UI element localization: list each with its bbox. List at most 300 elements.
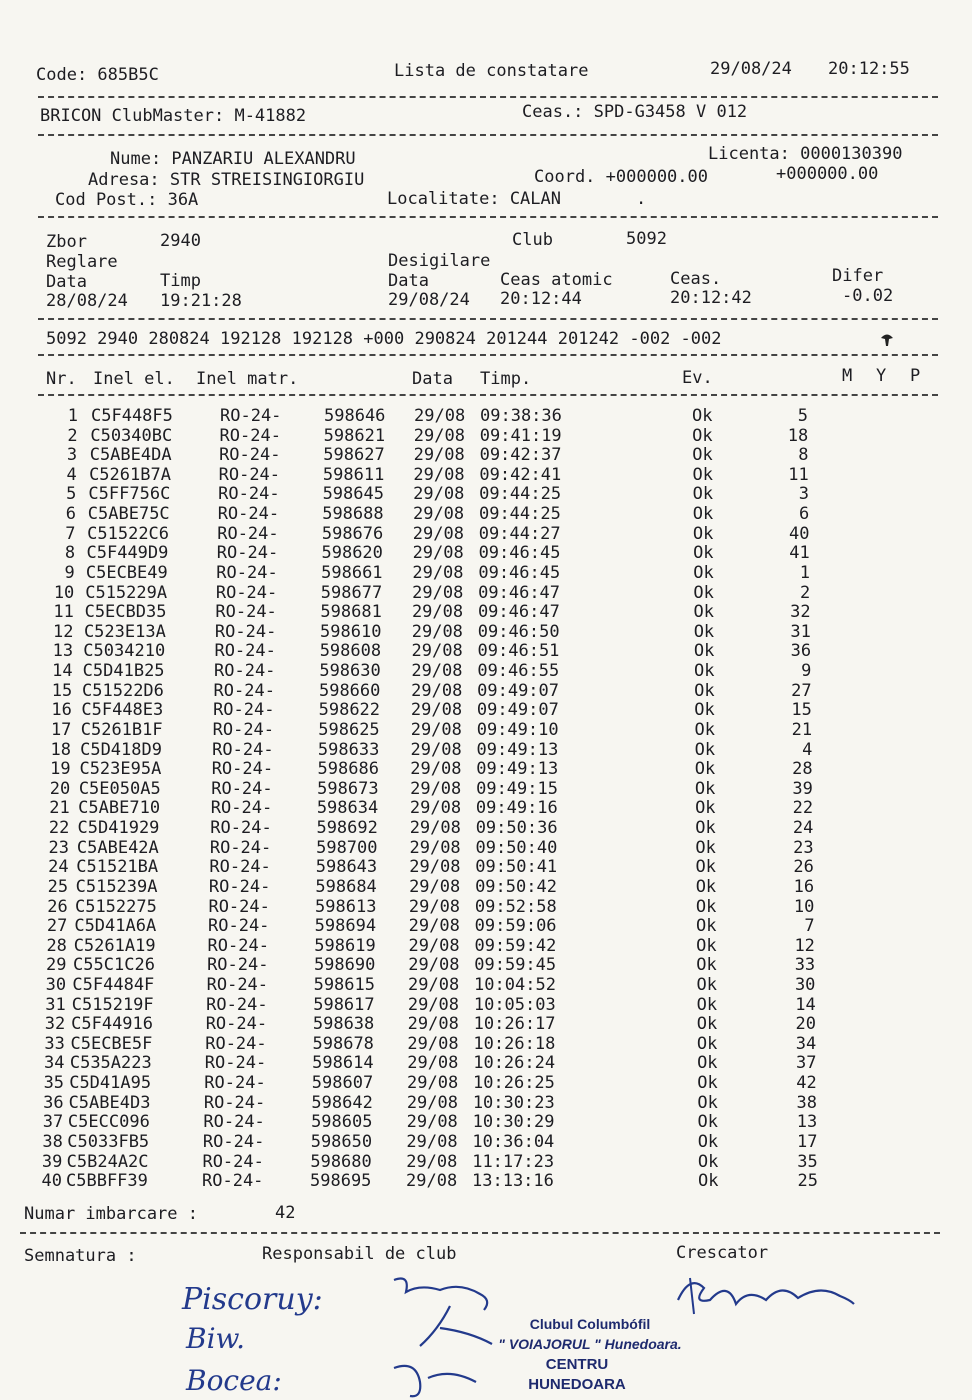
- electronic-ring: C5BBFF39: [66, 1171, 148, 1192]
- ring-prefix: RO-24-: [209, 837, 272, 858]
- table-row: [0, 936, 972, 956]
- row-number: 1: [67, 406, 78, 426]
- electronic-ring: C5D41929: [77, 818, 160, 839]
- arrival-time: 09:49:07: [477, 680, 560, 701]
- rank-value: 17: [797, 1131, 818, 1152]
- table-row: [0, 1034, 972, 1054]
- arrival-date: 29/08: [412, 582, 464, 603]
- event-status: Ok: [695, 798, 716, 819]
- col-m: M: [842, 366, 853, 386]
- table-row: [0, 759, 972, 779]
- rank-value: 34: [795, 1033, 817, 1054]
- event-status: Ok: [693, 582, 714, 603]
- ring-number: 598661: [321, 562, 383, 583]
- table-row: [0, 995, 972, 1015]
- event-status: Ok: [692, 406, 713, 426]
- rank-value: 13: [796, 1112, 818, 1133]
- ring-prefix: RO-24-: [215, 582, 278, 603]
- divider: [38, 394, 938, 396]
- table-row: [0, 798, 972, 818]
- event-status: Ok: [694, 759, 716, 780]
- arrival-date: 29/08: [410, 739, 462, 760]
- arrival-time: 09:50:41: [475, 857, 558, 878]
- table-row: [0, 1073, 972, 1093]
- row-number: 5: [66, 484, 77, 505]
- electronic-ring: C5261B1F: [80, 719, 163, 740]
- table-row: [0, 779, 972, 799]
- divider: [38, 354, 938, 356]
- rank-value: 11: [788, 464, 809, 485]
- electronic-ring: C5F4484F: [72, 974, 155, 995]
- boarding-count: 42: [275, 1203, 296, 1223]
- arrival-date: 29/08: [412, 523, 464, 544]
- arrival-time: 11:17:23: [472, 1151, 555, 1172]
- owner-license: Licenta: 0000130390: [708, 144, 903, 164]
- arrival-time: 09:44:25: [479, 484, 562, 505]
- row-number: 15: [51, 680, 73, 701]
- ring-number: 598617: [313, 994, 375, 1015]
- arrival-time: 09:59:45: [474, 955, 557, 976]
- row-number: 18: [50, 739, 72, 760]
- table-row: [0, 857, 972, 877]
- arrival-date: 29/08: [406, 1171, 458, 1192]
- arrival-date: 29/08: [411, 621, 463, 642]
- rank-value: 25: [797, 1171, 818, 1192]
- arrival-time: 10:36:04: [472, 1131, 555, 1152]
- ring-prefix: RO-24-: [211, 759, 274, 780]
- diff-value: -0.02: [842, 286, 894, 306]
- club-label: Club: [512, 230, 553, 250]
- rank-value: 31: [790, 621, 811, 642]
- arrival-date: 29/08: [411, 641, 463, 662]
- ring-prefix: RO-24-: [213, 700, 275, 721]
- electronic-ring: C5ABE75C: [87, 504, 170, 525]
- arrival-date: 29/08: [408, 916, 460, 937]
- electronic-ring: C5F448E3: [81, 700, 164, 721]
- event-status: Ok: [694, 778, 716, 799]
- electronic-ring: C5E050A5: [78, 778, 161, 799]
- clock-id: Ceas.: SPD-G3458 V 012: [522, 102, 748, 122]
- rank-value: 42: [796, 1073, 817, 1094]
- arrival-time: 09:49:13: [476, 759, 559, 780]
- owner-name: Nume: PANZARIU ALEXANDRU: [110, 149, 356, 169]
- arrival-date: 29/08: [409, 798, 462, 819]
- electronic-ring: C535A223: [69, 1053, 152, 1074]
- arrival-time: 09:50:42: [475, 876, 557, 897]
- ring-number: 598630: [319, 661, 381, 682]
- ring-number: 598684: [315, 876, 377, 897]
- row-number: 21: [49, 798, 70, 819]
- ring-number: 598614: [312, 1053, 374, 1074]
- table-row: [0, 818, 972, 838]
- code-line: 5092 2940 280824 192128 192128 +000 290824 201244 201242 -002 -002: [46, 329, 722, 349]
- arrival-date: 29/08: [411, 680, 463, 701]
- owner-address: Adresa: STR STREISINGIORGIU: [88, 170, 365, 190]
- ring-prefix: RO-24-: [202, 1171, 264, 1192]
- event-status: Ok: [695, 896, 717, 917]
- ring-number: 598608: [319, 641, 382, 662]
- arrival-date: 29/08: [412, 504, 465, 525]
- ring-prefix: RO-24-: [206, 974, 269, 995]
- arrival-time: 09:42:37: [479, 445, 562, 466]
- desigilare-label: Desigilare: [388, 251, 491, 271]
- rank-value: 18: [787, 425, 809, 446]
- ring-number: 598634: [316, 798, 379, 819]
- arrival-date: 29/08: [407, 1033, 459, 1054]
- arrival-time: 09:49:10: [476, 719, 559, 740]
- boarding-count-label: Numar imbarcare :: [24, 1204, 198, 1224]
- ring-prefix: RO-24-: [207, 955, 269, 976]
- ring-prefix: RO-24-: [216, 562, 278, 583]
- row-number: 3: [66, 445, 78, 466]
- row-number: 26: [47, 896, 68, 917]
- electronic-ring: C55C1C26: [73, 955, 155, 976]
- ring-prefix: RO-24-: [205, 1033, 267, 1054]
- arrival-time: 13:13:16: [472, 1171, 554, 1192]
- pin-mark-icon: [878, 330, 896, 350]
- rank-value: 14: [795, 994, 816, 1015]
- arrival-date: 29/08: [408, 955, 460, 976]
- flight-number: 2940: [160, 231, 201, 251]
- table-row: [0, 1171, 972, 1191]
- table-row: [0, 661, 972, 681]
- rank-value: 35: [797, 1151, 818, 1172]
- electronic-ring: C5152275: [74, 896, 157, 917]
- des-date-label: Data: [388, 271, 429, 291]
- rank-value: 6: [799, 504, 810, 525]
- handwritten-name-2: Biw.: [186, 1322, 246, 1355]
- ring-number: 598627: [323, 445, 385, 466]
- ring-prefix: RO-24-: [203, 1112, 265, 1133]
- rank-value: 4: [802, 739, 813, 760]
- arrival-date: 29/08: [410, 759, 462, 780]
- arrival-time: 10:04:52: [474, 974, 556, 995]
- event-status: Ok: [694, 680, 715, 701]
- electronic-ring: C515229A: [85, 582, 168, 603]
- row-number: 22: [48, 818, 70, 839]
- rank-value: 28: [792, 759, 813, 780]
- rank-value: 24: [792, 818, 814, 839]
- rank-value: 3: [798, 484, 810, 505]
- ring-number: 598646: [324, 406, 386, 426]
- ring-number: 598615: [313, 974, 375, 995]
- event-status: Ok: [696, 974, 717, 995]
- ring-prefix: RO-24-: [219, 425, 281, 446]
- row-number: 32: [44, 1014, 66, 1035]
- row-number: 36: [43, 1092, 64, 1113]
- rank-value: 30: [794, 974, 816, 995]
- divider: [38, 216, 938, 218]
- arrival-time: 09:50:36: [475, 818, 558, 839]
- arrival-date: 29/08: [408, 935, 460, 956]
- ring-prefix: RO-24-: [207, 935, 269, 956]
- rank-value: 5: [797, 406, 808, 426]
- table-row: [0, 897, 972, 917]
- arrival-date: 29/08: [407, 1073, 459, 1094]
- arrival-time: 10:26:24: [473, 1053, 556, 1074]
- ring-prefix: RO-24-: [208, 876, 271, 897]
- event-status: Ok: [692, 445, 713, 466]
- row-number: 20: [49, 778, 71, 799]
- clubmaster-id: BRICON ClubMaster: M-41882: [40, 106, 307, 126]
- event-status: Ok: [694, 719, 715, 740]
- rank-value: 27: [791, 680, 812, 701]
- ring-number: 598688: [322, 504, 384, 525]
- row-number: 2: [67, 425, 78, 446]
- table-row: [0, 975, 972, 995]
- ring-number: 598694: [314, 916, 377, 937]
- arrival-date: 29/08: [413, 445, 465, 466]
- ring-number: 598686: [317, 759, 379, 780]
- reg-date: 28/08/24: [46, 291, 128, 311]
- event-status: Ok: [692, 425, 713, 446]
- ring-prefix: RO-24-: [214, 621, 277, 642]
- ring-number: 598633: [317, 739, 380, 760]
- arrival-date: 29/08: [410, 778, 462, 799]
- electronic-ring: C5B24A2C: [66, 1151, 149, 1172]
- arrival-time: 09:59:06: [474, 916, 557, 937]
- rank-value: 40: [789, 523, 810, 544]
- event-status: Ok: [697, 1092, 718, 1113]
- table-row: [0, 465, 972, 485]
- arrival-date: 29/08: [413, 484, 465, 505]
- club-responsible-label: Responsabil de club: [262, 1244, 457, 1264]
- electronic-ring: C51521BA: [76, 857, 159, 878]
- club-stamp-line3: CENTRU: [545, 1356, 609, 1373]
- table-row: [0, 641, 972, 661]
- row-number: 14: [52, 661, 73, 682]
- table-row: [0, 1014, 972, 1034]
- event-status: Ok: [695, 876, 717, 897]
- rank-value: 39: [792, 778, 813, 799]
- handwritten-name-3: Bocea:: [186, 1364, 282, 1397]
- row-number: 13: [52, 641, 74, 662]
- ring-number: 598625: [318, 719, 380, 740]
- electronic-ring: C5ABE4DA: [89, 445, 172, 466]
- breeder-label: Crescator: [676, 1243, 769, 1263]
- arrival-time: 10:26:18: [473, 1033, 556, 1054]
- ring-prefix: RO-24-: [202, 1151, 264, 1172]
- rank-value: 16: [793, 876, 815, 897]
- arrival-time: 09:50:40: [475, 837, 558, 858]
- event-status: Ok: [695, 818, 716, 839]
- report-date: 29/08/24: [710, 59, 792, 79]
- ring-number: 598610: [320, 621, 382, 642]
- flight-label: Zbor: [46, 232, 87, 252]
- divider: [38, 96, 938, 98]
- arrival-date: 29/08: [412, 562, 464, 583]
- owner-coord2: +000000.00: [776, 164, 879, 184]
- row-number: 28: [46, 935, 67, 956]
- rank-value: 7: [804, 916, 815, 937]
- electronic-ring: C523E13A: [83, 621, 166, 642]
- rank-value: 8: [798, 445, 809, 466]
- reg-time-label: Timp: [160, 271, 201, 291]
- rank-value: 38: [796, 1092, 817, 1113]
- arrival-date: 29/08: [414, 406, 466, 426]
- arrival-date: 29/08: [409, 857, 461, 878]
- rank-value: 1: [799, 562, 811, 583]
- arrival-time: 09:46:50: [477, 621, 560, 642]
- ring-prefix: RO-24-: [212, 719, 275, 740]
- table-row: [0, 1053, 972, 1073]
- rank-value: 23: [793, 837, 814, 858]
- table-row: [0, 504, 972, 524]
- row-number: 9: [64, 562, 75, 583]
- electronic-ring: C5ECBD35: [84, 602, 167, 623]
- col-inel-matr: Inel matr.: [196, 369, 299, 389]
- owner-postcode: Cod Post.: 36A: [55, 190, 199, 210]
- electronic-ring: C5F449D9: [86, 543, 169, 564]
- arrival-time: 10:26:17: [473, 1014, 556, 1035]
- row-number: 7: [65, 523, 76, 544]
- event-status: Ok: [697, 1053, 718, 1074]
- arrival-date: 29/08: [408, 974, 460, 995]
- ring-number: 598645: [322, 484, 384, 505]
- reglare-label: Reglare: [46, 252, 118, 272]
- rank-value: 36: [790, 641, 812, 662]
- arrival-date: 29/08: [408, 896, 461, 917]
- event-status: Ok: [694, 661, 715, 682]
- divider: [38, 134, 938, 136]
- row-number: 30: [45, 974, 67, 995]
- row-number: 40: [41, 1171, 62, 1192]
- ring-prefix: RO-24-: [218, 484, 280, 505]
- table-row: [0, 1132, 972, 1152]
- row-number: 38: [42, 1131, 63, 1152]
- row-number: 35: [43, 1073, 65, 1094]
- electronic-ring: C5D418D9: [80, 739, 162, 760]
- arrival-time: 09:41:19: [479, 425, 562, 446]
- table-row: [0, 524, 972, 544]
- electronic-ring: C51522D6: [82, 680, 164, 701]
- event-status: Ok: [696, 1014, 718, 1035]
- row-number: 27: [46, 916, 68, 937]
- arrival-time: 10:30:23: [472, 1092, 555, 1113]
- reg-time: 19:21:28: [160, 291, 242, 311]
- electronic-ring: C5ECBE5F: [70, 1033, 153, 1054]
- event-status: Ok: [693, 562, 714, 583]
- table-row: [0, 406, 972, 426]
- ring-prefix: RO-24-: [203, 1092, 266, 1113]
- handwritten-name-1: Piscoruy:: [182, 1282, 323, 1317]
- row-number: 29: [46, 955, 67, 976]
- ring-prefix: RO-24-: [205, 1014, 268, 1035]
- row-number: 23: [48, 837, 69, 858]
- col-nr: Nr.: [46, 369, 77, 389]
- event-status: Ok: [696, 916, 717, 937]
- ring-prefix: RO-24-: [217, 523, 279, 544]
- ring-number: 598643: [315, 857, 378, 878]
- arrival-time: 10:30:29: [472, 1112, 555, 1133]
- ring-prefix: RO-24-: [215, 602, 277, 623]
- col-ev: Ev.: [682, 368, 713, 388]
- table-row: [0, 622, 972, 642]
- ring-prefix: RO-24-: [211, 778, 273, 799]
- row-number: 10: [53, 582, 75, 603]
- ring-number: 598619: [314, 935, 376, 956]
- col-p: P: [910, 366, 921, 386]
- arrival-time: 09:44:25: [478, 504, 561, 525]
- club-stamp-line1: Clubul Columbófil: [529, 1316, 651, 1332]
- arrival-date: 29/08: [406, 1092, 458, 1113]
- row-number: 11: [53, 602, 74, 623]
- electronic-ring: C5261A19: [73, 935, 156, 956]
- ring-number: 598605: [311, 1112, 373, 1133]
- des-date: 29/08/24: [388, 290, 470, 310]
- table-row: [0, 543, 972, 563]
- col-data: Data: [412, 369, 453, 389]
- event-status: Ok: [697, 1131, 719, 1152]
- ring-number: 598676: [321, 523, 384, 544]
- arrival-time: 09:49:15: [476, 778, 558, 799]
- row-number: 39: [41, 1151, 63, 1172]
- event-status: Ok: [692, 523, 714, 544]
- event-status: Ok: [695, 837, 716, 858]
- electronic-ring: C5D41A95: [69, 1073, 152, 1094]
- arrival-date: 29/08: [406, 1131, 458, 1152]
- table-row: [0, 1093, 972, 1113]
- table-row: [0, 1152, 972, 1172]
- event-status: Ok: [693, 543, 714, 564]
- table-row: [0, 740, 972, 760]
- ring-number: 598681: [320, 602, 382, 623]
- ring-number: 598650: [310, 1131, 373, 1152]
- event-status: Ok: [695, 857, 717, 878]
- table-row: [0, 445, 972, 465]
- table-row: [0, 681, 972, 701]
- event-status: Ok: [694, 739, 716, 760]
- event-status: Ok: [697, 1073, 718, 1094]
- ring-number: 598611: [322, 464, 385, 485]
- rank-value: 20: [795, 1014, 816, 1035]
- row-number: 8: [64, 543, 76, 564]
- electronic-ring: C5D41A6A: [74, 916, 157, 937]
- breeder-signature-scribble: [670, 1270, 860, 1320]
- arrival-date: 29/08: [406, 1151, 458, 1172]
- owner-coord: Coord. +000000.00: [534, 167, 708, 187]
- ring-number: 598690: [313, 955, 376, 976]
- arrival-time: 09:42:41: [479, 464, 562, 485]
- col-y: Y: [876, 366, 887, 386]
- table-row: [0, 583, 972, 603]
- report-title: Lista de constatare: [394, 61, 589, 81]
- arrival-time: 09:49:16: [475, 798, 558, 819]
- table-row: [0, 1112, 972, 1132]
- ring-number: 598695: [310, 1171, 372, 1192]
- arrival-time: 09:59:42: [474, 935, 557, 956]
- electronic-ring: C5ABE4D3: [68, 1092, 151, 1113]
- ring-number: 598673: [317, 778, 379, 799]
- row-number: 37: [42, 1112, 64, 1133]
- table-row: [0, 720, 972, 740]
- arrival-time: 09:46:51: [477, 641, 560, 662]
- event-status: Ok: [697, 1112, 719, 1133]
- ring-number: 598680: [310, 1151, 372, 1172]
- event-status: Ok: [692, 484, 714, 505]
- table-row: [0, 563, 972, 583]
- club-stamp-line2: " VOIAJORUL " Hunedoara.: [498, 1336, 682, 1352]
- event-status: Ok: [696, 1033, 718, 1054]
- electronic-ring: C515219F: [71, 994, 154, 1015]
- arrival-time: 09:44:27: [478, 523, 561, 544]
- arrival-date: 29/08: [409, 837, 461, 858]
- diff-label: Difer: [832, 266, 884, 286]
- rank-value: 37: [795, 1053, 817, 1074]
- ring-number: 598607: [311, 1073, 374, 1094]
- owner-locality: Localitate: CALAN: [387, 189, 561, 209]
- row-number: 24: [48, 857, 69, 878]
